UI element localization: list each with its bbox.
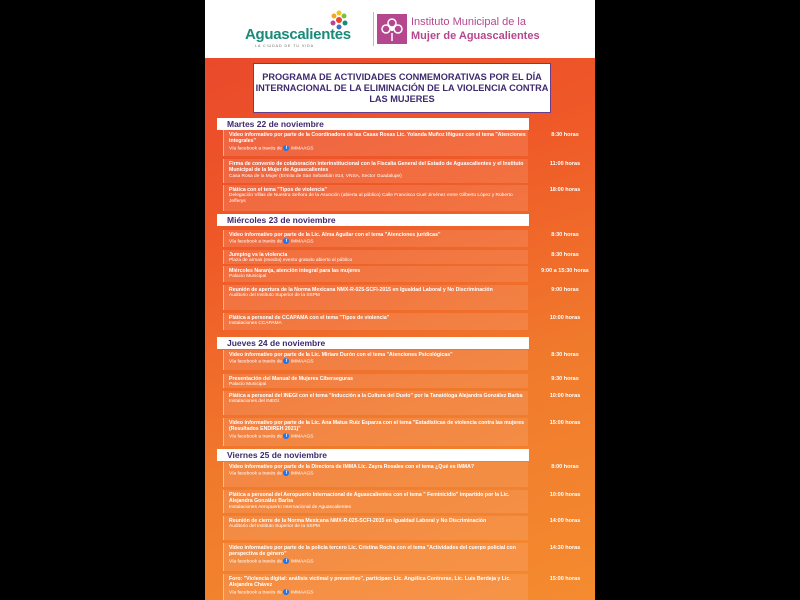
activity-location-text: Vía facebook a través de (229, 359, 283, 365)
activity-item (223, 313, 528, 330)
facebook-handle[interactable]: IMMAAGS (289, 471, 314, 477)
activity-item (223, 374, 528, 388)
activity-location-text: Casa Rosa de la Mujer (Ermita de San Sebastián 814, VNSA, Sector Guadalupe) (229, 173, 402, 179)
activity-title: Plática a personal del Aeropuerto Internacional de Aguascalientes con el tema " Feminicidio" impartido por la Lic. Alejandra González Barba (229, 492, 510, 505)
activity-item (223, 250, 528, 264)
aguascalientes-wordmark: Aguascalientes (245, 26, 351, 43)
aguascalientes-logo (245, 14, 370, 50)
activity-location (229, 258, 528, 264)
aguascalientes-tagline: LA CIUDAD DE TU VIDA (255, 44, 315, 48)
activity-location (229, 293, 528, 299)
activity-location-text: Vía facebook a través de (229, 434, 283, 440)
activity-time: 14:30 horas (549, 545, 581, 551)
activity-location-text: Auditorio del Instituto Superior de la SSPM (229, 293, 320, 299)
header-divider (373, 12, 374, 46)
activity-item (223, 266, 528, 282)
activity-item (223, 543, 528, 571)
activity-location-text: Plaza de armas (exedra) evento gratuito abierto al público (229, 258, 353, 264)
activity-item (223, 574, 528, 600)
activity-location-text: Vía facebook a través de (229, 559, 283, 565)
activity-title: Video informativo por parte de la policía tercero Lic. Cristina Rocha con el tema "Actividades del cuerpo policial con perspectiva de género" (229, 545, 516, 558)
activity-location (229, 433, 528, 440)
activity-location (229, 193, 528, 205)
activity-time: 8:30 horas (551, 232, 579, 238)
imm-name-line2: Mujer de Aguascalientes (411, 30, 540, 42)
facebook-handle[interactable]: IMMAAGS (289, 146, 314, 152)
activity-location (229, 358, 528, 365)
header-bar (205, 0, 595, 58)
activity-title: Plática con el tema "Tipos de violencia" (229, 187, 327, 193)
activity-title: Video informativo por parte de la Lic. Miriam Durón con el tema "Atenciones Psicológicas" (229, 352, 453, 358)
activity-item (223, 490, 528, 513)
activity-location-text: Instalaciones Aeropuerto Internacional de Aguascalientes (229, 504, 351, 510)
activity-item (223, 285, 528, 310)
activity-title: Video informativo por parte de la Coordinadora de las Casas Rosas Lic. Yolanda Muñoz Iñiguez con el tema "Atenciones integrales" (229, 132, 526, 145)
activity-time: 8:30 horas (551, 132, 579, 138)
facebook-handle[interactable]: IMMAAGS (289, 559, 314, 565)
activity-location (229, 238, 528, 245)
activity-location-text: Instalaciones CCAPAMA (229, 321, 282, 327)
activity-location (229, 589, 528, 596)
activity-location-text: Auditorio del Instituto Superior de la SSPM (229, 524, 320, 530)
activity-time: 9:00 horas (551, 287, 579, 293)
activity-item (223, 130, 528, 156)
activity-location (229, 145, 528, 152)
activity-location (229, 470, 528, 477)
activity-item (223, 418, 528, 446)
activity-location (229, 558, 528, 565)
activity-location (229, 274, 528, 280)
activity-title: Presentación del Manual de Mujeres Ciberseguras (229, 376, 353, 382)
program-title (253, 63, 551, 113)
facebook-handle[interactable]: IMMAAGS (289, 359, 314, 365)
facebook-icon: f (283, 433, 289, 439)
activity-time: 15:00 horas (549, 420, 581, 426)
activity-title: Reunión de cierre de la Norma Mexicana NMX-R-025-SCFI-2015 en Igualdad Laboral y No Discriminación (229, 518, 487, 524)
facebook-handle[interactable]: IMMAAGS (289, 239, 314, 245)
activity-time: 10:00 horas (549, 393, 581, 399)
activity-time: 11:00 horas (549, 161, 581, 167)
activity-item (223, 391, 528, 415)
imm-name-line1: Instituto Municipal de la (411, 16, 526, 28)
activity-location (229, 321, 528, 327)
activity-location (229, 174, 528, 180)
activity-title: Miércoles Naranja, atención integral para las mujeres (229, 268, 361, 274)
activity-time: 10:00 horas (549, 315, 581, 321)
activity-time: 9:00 a 15:30 horas (541, 268, 589, 274)
activity-location-text: Vía facebook a través de (229, 146, 283, 152)
activity-time: 9:30 horas (551, 376, 579, 382)
facebook-icon: f (283, 358, 289, 364)
activity-location-text: Delegación Villas de Nuestra Señora de la Asunción (abierta al público) Calle Francisco Guel Jiménez entre Gilberto López y Roberto Jefferys (229, 193, 513, 205)
activity-location-text: Palacio Municipal (229, 382, 267, 388)
facebook-icon: f (283, 470, 289, 476)
facebook-icon: f (283, 589, 289, 595)
activity-title: Plática a personal de CCAPAMA con el tema "Tipos de violencia" (229, 315, 390, 321)
activity-title: Jumping vs la violencia (229, 252, 288, 258)
poster (205, 0, 595, 600)
activity-time: 8:30 horas (551, 252, 579, 258)
day-heading: Martes 22 de noviembre (217, 118, 529, 130)
activity-item (223, 350, 528, 370)
activity-location (229, 524, 528, 530)
day-heading: Viernes 25 de noviembre (217, 449, 529, 461)
facebook-icon: f (283, 558, 289, 564)
activity-item (223, 516, 528, 540)
activity-location (229, 505, 528, 511)
activity-time: 8:30 horas (551, 352, 579, 358)
activity-location (229, 399, 528, 405)
activity-location-text: Instalaciones del INEGI (229, 399, 280, 405)
activity-title: Reunión de apertura de la Norma Mexicana NMX-R-025-SCFI-2015 en Igualdad Laboral y No Discriminación (229, 287, 493, 293)
day-heading: Miércoles 23 de noviembre (217, 214, 529, 226)
activity-location-text: Vía facebook a través de (229, 471, 283, 477)
activity-item (223, 159, 528, 183)
day-heading: Jueves 24 de noviembre (217, 337, 529, 349)
activity-time: 18:00 horas (549, 187, 581, 193)
activity-location (229, 382, 528, 388)
activity-time: 10:00 horas (549, 492, 581, 498)
facebook-handle[interactable]: IMMAAGS (289, 434, 314, 440)
activity-time: 14:00 horas (549, 518, 581, 524)
activity-title: Video informativo por parte de la Lic. Ana Matus Ruiz Esparza con el tema "Estadísticas de violencia contra las mujeres (Resultados ENDIREH 2021)" (229, 420, 525, 433)
facebook-icon: f (283, 238, 289, 244)
activity-title: Firma de convenio de colaboración interinstitucional con la Fiscalía General del Estado de Aguascalientes y el Instituto Municipal de la Mujer de Aguascalientes (229, 161, 524, 174)
activity-title: Video informativo por parte de la Directora de IMMA Lic. Zayra Rosales con el tema ¿Qué es IMMA? (229, 464, 475, 470)
activity-location-text: Vía facebook a través de (229, 590, 283, 596)
activity-time: 15:00 horas (549, 576, 581, 582)
activity-item (223, 230, 528, 247)
activity-title: Foro: "Violencia digital: análisis victimal y preventivo", participan: Lic. Angélica Contreras, Lic. Luis Berdeja y Lic. Alejandra Chávez (229, 576, 511, 589)
activity-item (223, 185, 528, 211)
activity-time: 8:00 horas (551, 464, 579, 470)
activity-item (223, 462, 528, 487)
imm-logo-icon (377, 14, 407, 44)
program-title-text: PROGRAMA DE ACTIVIDADES CONMEMORATIVAS POR EL DÍA INTERNACIONAL DE LA ELIMINACIÓN DE LA VIOLENCIA CONTRA LAS MUJERES (255, 71, 549, 104)
activity-location-text: Vía facebook a través de (229, 239, 283, 245)
activity-location-text: Palacio Municipal (229, 274, 267, 280)
facebook-icon: f (283, 145, 289, 151)
activity-title: Plática a personal del INEGI con el tema "Inducción a la Cultura del Duelo" por la Tanatóloga Alejandra González Barba (229, 393, 523, 399)
activity-title: Video informativo por parte de la Lic. Alma Aguilar con el tema "Atenciones jurídicas" (229, 232, 441, 238)
facebook-handle[interactable]: IMMAAGS (289, 590, 314, 596)
